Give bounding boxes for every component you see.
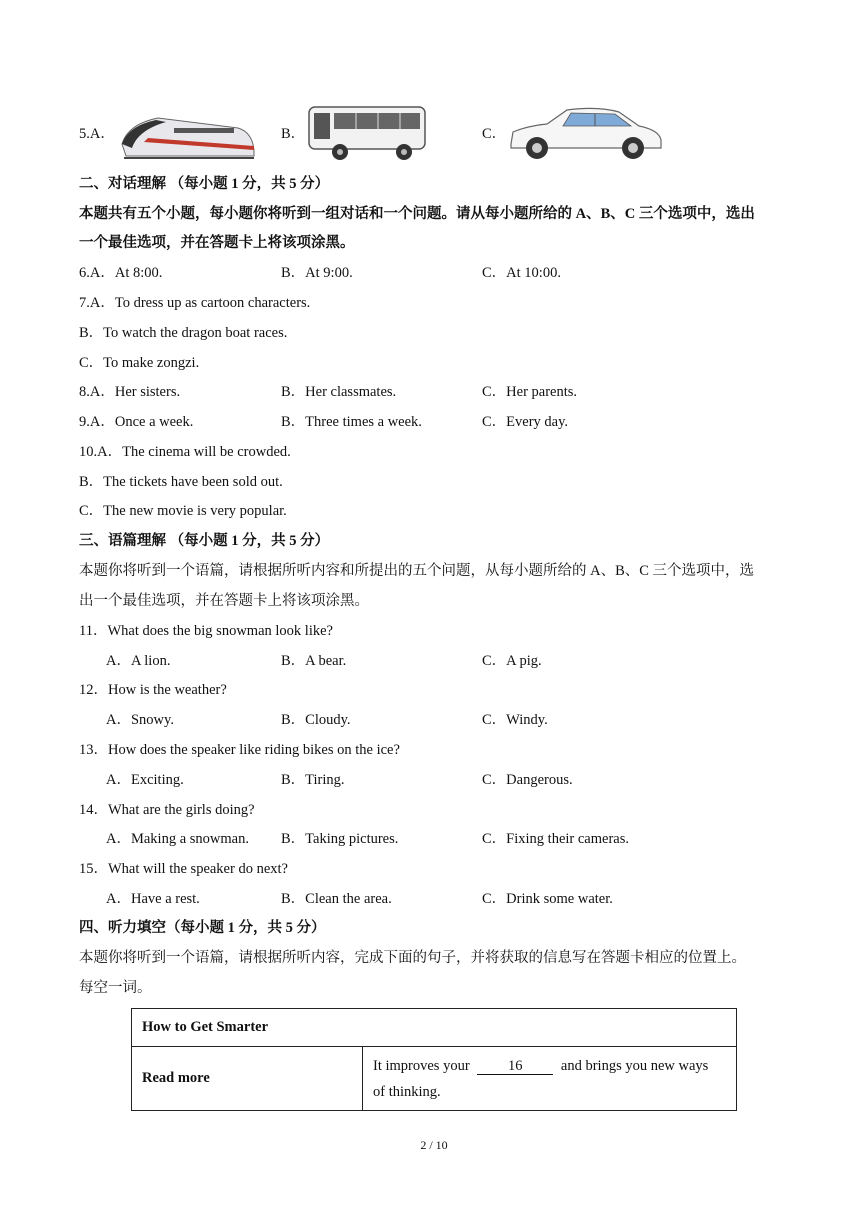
table-row-content	[363, 1047, 737, 1111]
q6-option-b: B．At 9:00.	[281, 265, 353, 281]
q11-question: 11．What does the big snowman look like?	[79, 623, 333, 639]
q10-option-b: B．The tickets have been sold out.	[79, 474, 283, 490]
page-number: 2 / 10	[420, 1138, 448, 1152]
q13-option-a: A．Exciting.	[106, 772, 184, 788]
q14-option-a: A．Making a snowman.	[106, 831, 249, 847]
q10-option-a: 10.A．The cinema will be crowded.	[79, 444, 291, 460]
q7-option-c: C．To make zongzi.	[79, 355, 200, 371]
section-2-title: 二、对话理解 （每小题 1 分，共 5 分）	[79, 176, 330, 192]
q12-question: 12．How is the weather?	[79, 682, 227, 698]
table-row-label: Read more	[132, 1047, 363, 1111]
q15-option-a: A．Have a rest.	[106, 891, 200, 907]
section-2-instructions-line1: 本题共有五个小题，每小题你将听到一组对话和一个问题。请从每小题所给的 A、B、C 三个选项中，选出	[79, 206, 755, 222]
q7-option-b: B．To watch the dragon boat races.	[79, 325, 288, 341]
q5-label-b: B．	[281, 126, 306, 142]
q12-option-a: A．Snowy.	[106, 712, 174, 728]
q15-option-c: C．Drink some water.	[482, 891, 613, 907]
q13-option-b: B．Tiring.	[281, 772, 345, 788]
section-4-instructions-line2: 每空一词。	[79, 980, 152, 996]
section-3-instructions-line1: 本题你将听到一个语篇，请根据所听内容和所提出的五个问题，从每小题所给的 A、B、C 三个选项中，选	[79, 563, 755, 579]
q13-question: 13．How does the speaker like riding bikes on the ice?	[79, 742, 400, 758]
section-3-instructions-line2: 出一个最佳选项，并在答题卡上将该项涂黑。	[79, 593, 369, 609]
q14-option-b: B．Taking pictures.	[281, 831, 399, 847]
table-text-part1: It improves your	[373, 1057, 470, 1074]
q13-option-c: C．Dangerous.	[482, 772, 573, 788]
car-icon	[507, 104, 665, 162]
answer-blank-16[interactable]: 16	[477, 1058, 553, 1075]
fill-in-table	[131, 1008, 737, 1111]
q9-option-a: 9.A．Once a week.	[79, 414, 194, 430]
section-4-instructions-line1: 本题你将听到一个语篇，请根据所听内容，完成下面的句子，并将获取的信息写在答题卡相应的位置上。	[79, 950, 746, 966]
table-title: How to Get Smarter	[132, 1009, 737, 1047]
q6-option-a: 6.A．At 8:00.	[79, 265, 163, 281]
q9-option-b: B．Three times a week.	[281, 414, 422, 430]
q8-option-c: C．Her parents.	[482, 384, 578, 400]
q11-option-b: B．A bear.	[281, 653, 347, 669]
q14-option-c: C．Fixing their cameras.	[482, 831, 629, 847]
section-2-instructions-line2: 一个最佳选项，并在答题卡上将该项涂黑。	[79, 235, 355, 251]
q7-option-a: 7.A．To dress up as cartoon characters.	[79, 295, 311, 311]
q8-option-a: 8.A．Her sisters.	[79, 384, 181, 400]
table-text-part2: and brings you new ways	[560, 1057, 709, 1074]
q12-option-b: B．Cloudy.	[281, 712, 351, 728]
q9-option-c: C．Every day.	[482, 414, 569, 430]
table-text-part3: of thinking.	[373, 1083, 441, 1100]
q11-option-c: C．A pig.	[482, 653, 542, 669]
q15-option-b: B．Clean the area.	[281, 891, 392, 907]
q15-question: 15．What will the speaker do next?	[79, 861, 288, 877]
q6-option-c: C．At 10:00.	[482, 265, 561, 281]
q14-question: 14．What are the girls doing?	[79, 802, 255, 818]
q5-label-c: C．	[482, 126, 507, 142]
high-speed-train-icon	[118, 106, 256, 160]
q11-option-a: A．A lion.	[106, 653, 171, 669]
section-4-title: 四、听力填空（每小题 1 分，共 5 分）	[79, 920, 326, 936]
q10-option-c: C．The new movie is very popular.	[79, 503, 287, 519]
q12-option-c: C．Windy.	[482, 712, 548, 728]
bus-icon	[306, 104, 428, 162]
section-3-title: 三、语篇理解 （每小题 1 分，共 5 分）	[79, 533, 330, 549]
q5-label-a: 5.A．	[79, 126, 115, 142]
q8-option-b: B．Her classmates.	[281, 384, 397, 400]
